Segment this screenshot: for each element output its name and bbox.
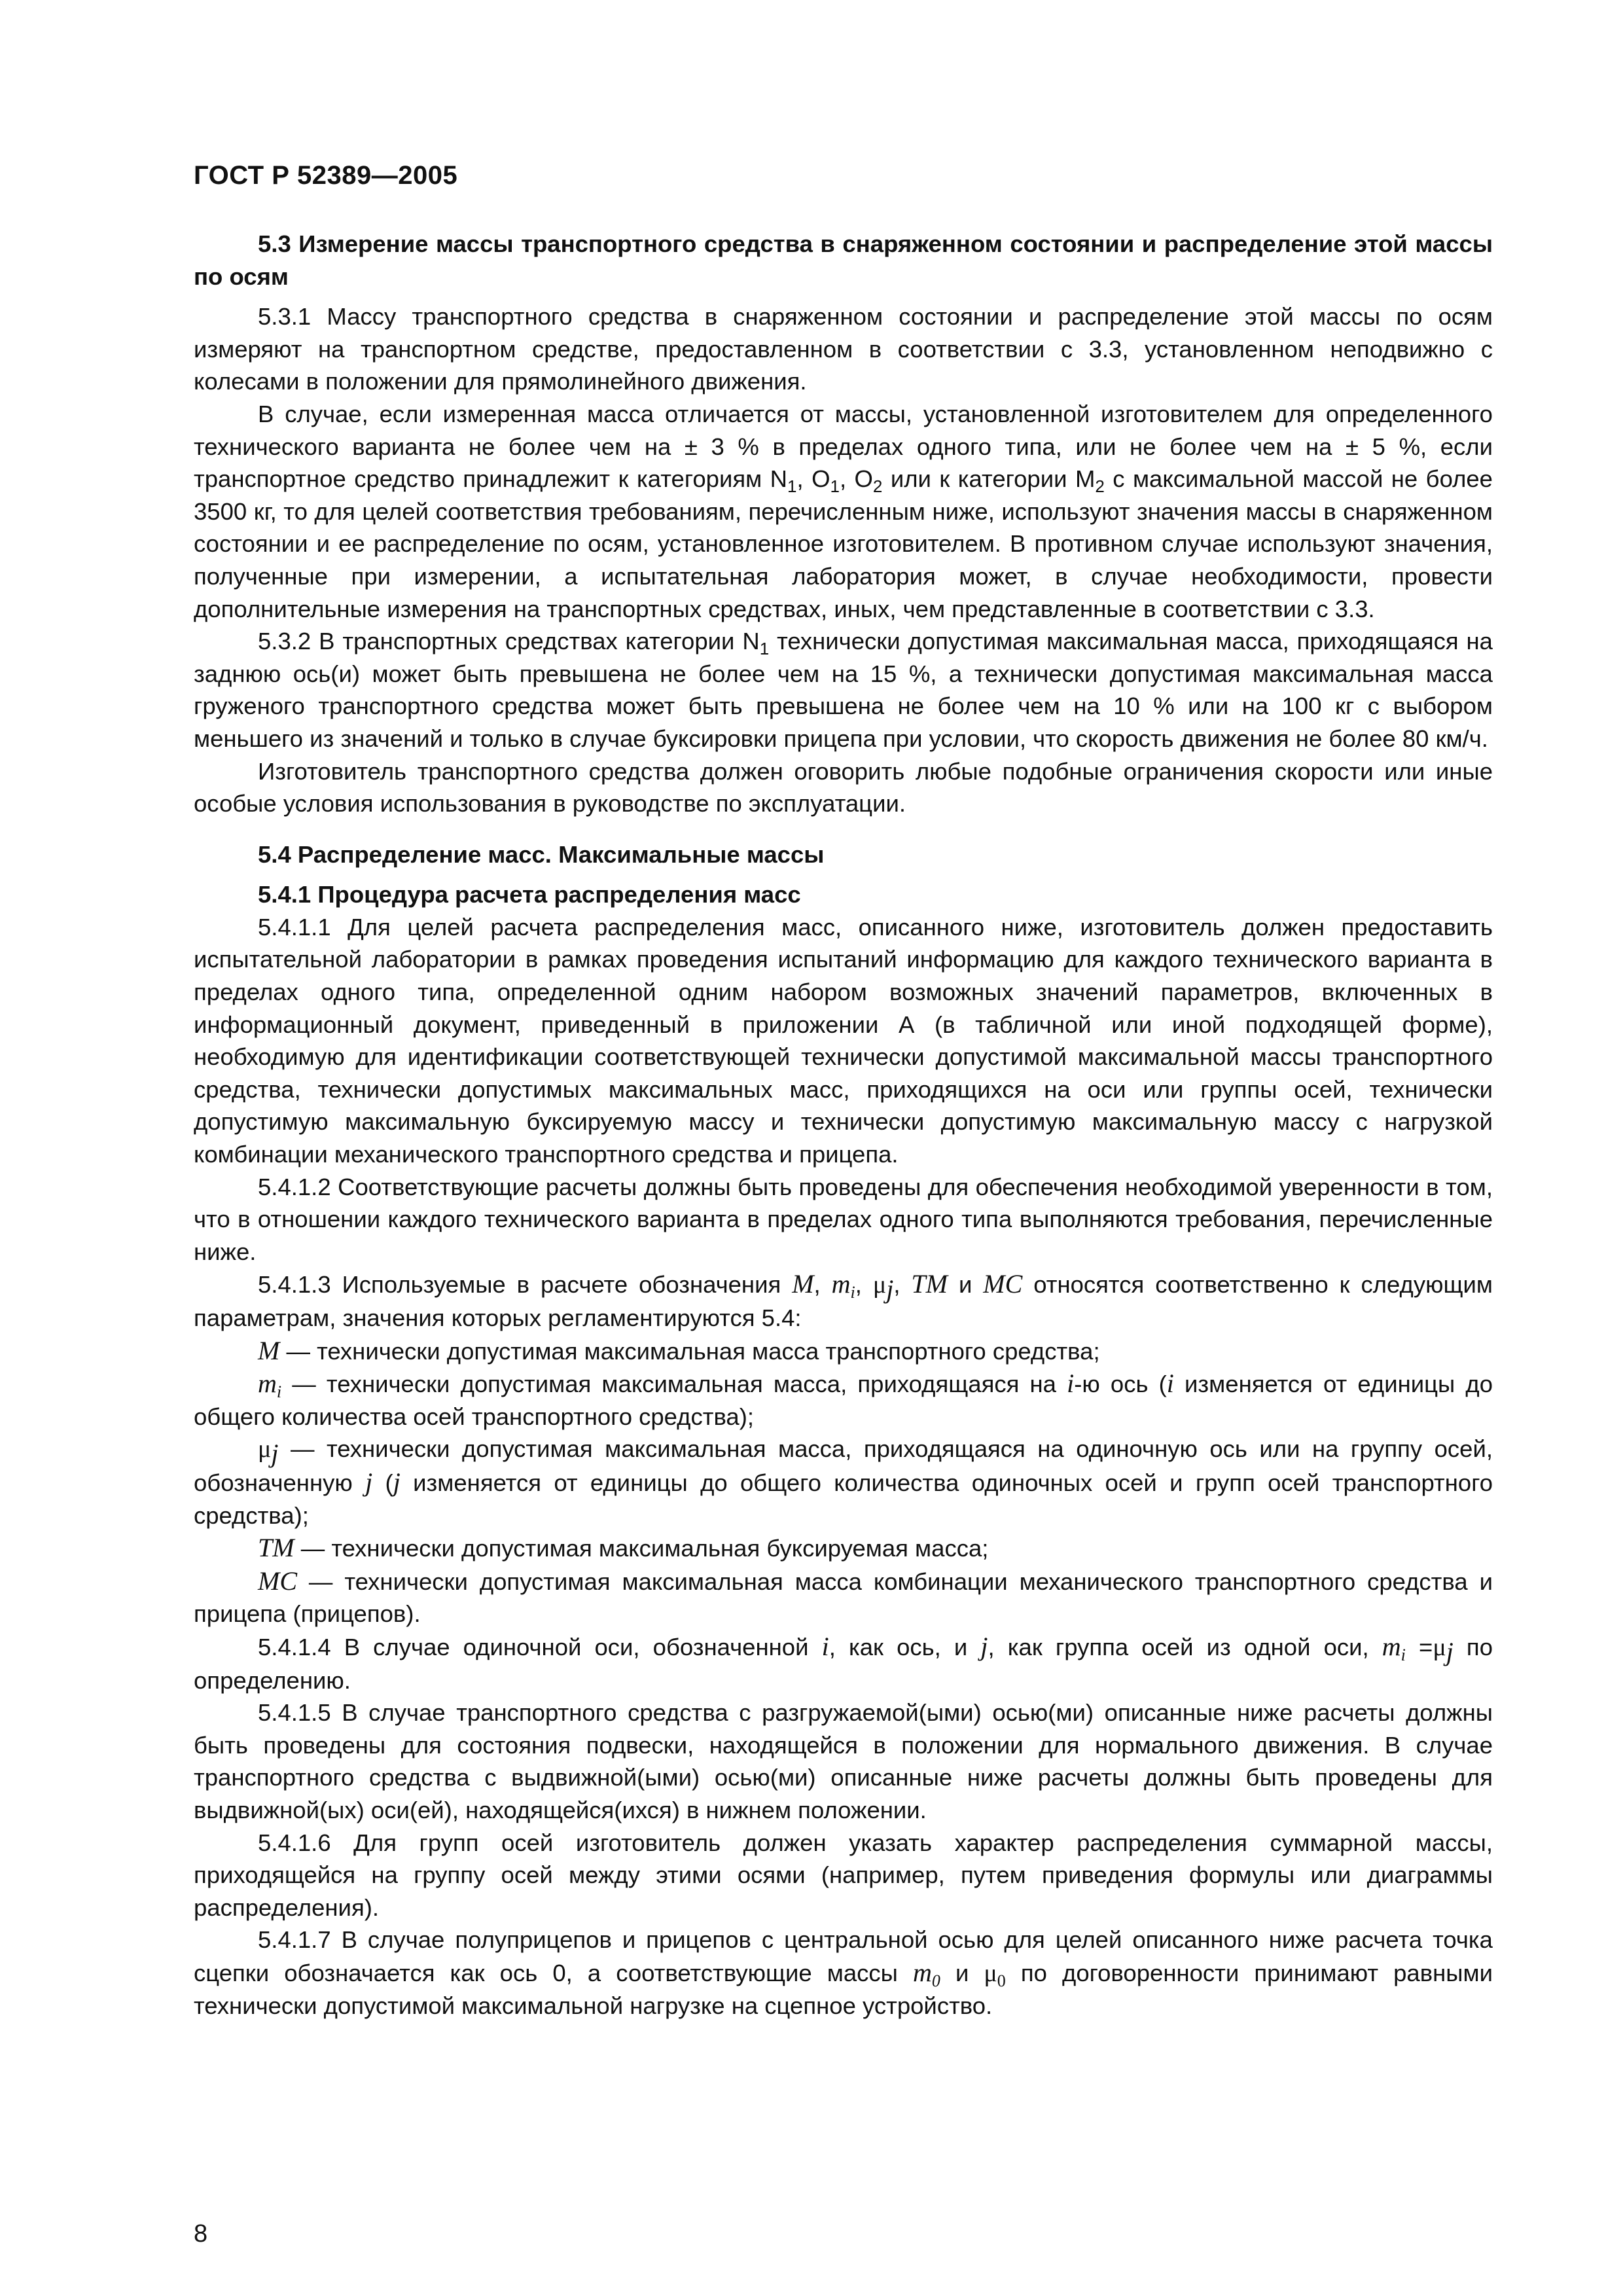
text-run: или к категории	[882, 465, 1075, 493]
section-5-4-title: 5.4 Распределение масс. Максимальные массы	[258, 840, 825, 868]
symbol-TM: TM	[911, 1269, 948, 1299]
separator: ,	[796, 465, 812, 493]
symbol-M: M	[258, 1335, 280, 1365]
subscript: 0	[997, 1971, 1006, 1990]
text-run: изменяется от единицы до общего количества одиночных осей и групп осей транспортного средства);	[194, 1469, 1493, 1529]
symbol-o: O	[854, 465, 873, 493]
symbol-m: m	[258, 1369, 277, 1399]
symbol-j: j	[980, 1631, 988, 1661]
definition-m-i	[194, 1367, 1493, 1433]
subscript: 1	[787, 476, 797, 497]
conjunction: и	[940, 1959, 984, 1986]
category-o1	[812, 465, 840, 497]
category-n1	[770, 465, 797, 497]
subscript: i	[276, 1382, 282, 1402]
text-run: 5.4.1.7 В случае полуприцепов и прицепов с центральной осью для целей описанного ниже расчета точка сцепки обозначается как ось 0, а соответствующие массы	[194, 1926, 1493, 1986]
text-run: по договоренности принимают равными технически допустимой максимальной нагрузке на сцепное устройство.	[194, 1959, 1493, 2020]
section-5-4-1-title: 5.4.1 Процедура расчета распределения масс	[258, 881, 801, 908]
symbol-m: m	[831, 1269, 851, 1299]
definition-TM	[194, 1532, 1493, 1565]
text-run: 5.4.1.4 В случае одиночной оси, обозначенной	[258, 1633, 822, 1660]
text-run: -ю ось (	[1074, 1371, 1167, 1398]
text-run: с максимальной массой не более 3500 кг, то для целей соответствия требованиям, перечисленным ниже, используют значения массы в снаряженном состоянии и ее распределение по осям, установленное изготовителем. В противном случае используют значения, полученные при измерении, а испытательная лаборатория может, в случае необходимости, провести дополнительные измерения на транспортных средствах, иных, чем представленные в соответствии с 3.3.	[194, 465, 1493, 622]
subscript: i	[1400, 1645, 1406, 1664]
category-o2	[854, 465, 883, 497]
symbol-n: N	[742, 628, 760, 655]
section-5-3-title: 5.3 Измерение массы транспортного средства в снаряженном состоянии и распределение этой массы по осям	[194, 230, 1493, 290]
separator: ,	[855, 1271, 873, 1299]
symbol-j: j	[365, 1467, 373, 1497]
symbol-m: m	[1382, 1631, 1401, 1661]
text-run: — технически допустимая максимальная масса транспортного средства;	[279, 1337, 1100, 1365]
text-run: технически допустимая максимальная масса, приходящаяся на заднюю ось(и) может быть превышена не более чем на 15 %, а технически допустимая максимальная масса груженого транспортного средства может быть превышена не более чем на 10 % или на 100 кг с выбором меньшего из значений и только в случае буксировки прицепа при условии, что скорость движения не более 80 км/ч.	[194, 628, 1493, 752]
text-run: 5.3.2 В транспортных средствах категории	[258, 628, 743, 655]
separator: ,	[839, 465, 855, 493]
symbol-mu: μ	[984, 1959, 997, 1987]
separator: ,	[893, 1271, 912, 1299]
symbol-mu: μ	[872, 1271, 887, 1299]
text-run: — технически допустимая максимальная масса, приходящаяся на	[281, 1371, 1067, 1398]
paragraph-5-4-1-6: 5.4.1.6 Для групп осей изготовитель должен указать характер распределения суммарной массы, приходящейся на группу осей между этими осями (например, путем приведения формулы или диаграммы распределения).	[194, 1829, 1493, 1921]
subscript: 0	[931, 1971, 940, 1990]
symbol-mu: μ	[258, 1435, 272, 1463]
symbol-i: i	[1166, 1369, 1174, 1399]
symbol-m-i	[831, 1269, 855, 1302]
symbol-TM: TM	[258, 1533, 294, 1563]
symbol-j: j	[393, 1467, 401, 1497]
paragraph-5-4-1-3	[194, 1268, 1493, 1334]
definition-mu-j	[194, 1433, 1493, 1532]
symbol-m: m	[912, 1957, 932, 1987]
category-n1	[742, 628, 770, 659]
symbol-m-i	[1382, 1631, 1406, 1664]
subscript: j	[886, 1274, 894, 1304]
paragraph-5-3-1: 5.3.1 Массу транспортного средства в снаряженном состоянии и распределение этой массы по осям измеряют на транспортном средстве, предоставленном в соответствии с 3.3, установленном неподвижно с колесами в положении для прямолинейного движения.	[194, 303, 1493, 395]
text-run: относятся соответственно к следующим параметрам, значения которых регламентируются 5.4:	[194, 1271, 1493, 1331]
text-run: — технически допустимая максимальная буксируемая масса;	[294, 1535, 989, 1562]
paragraph-5-3-2	[194, 625, 1493, 755]
symbol-i: i	[821, 1631, 829, 1661]
definition-MC	[194, 1565, 1493, 1630]
symbol-MC: MC	[983, 1269, 1023, 1299]
symbol-o: O	[812, 465, 830, 493]
category-m2	[1075, 465, 1105, 497]
text-run: по определению.	[194, 1633, 1493, 1694]
definition-M	[194, 1335, 1493, 1368]
text-run: (	[372, 1469, 393, 1496]
subscript: 1	[759, 639, 770, 659]
symbol-m-0	[912, 1957, 940, 1990]
text-run: , как группа осей из одной оси,	[988, 1633, 1382, 1660]
document-header: ГОСТ Р 52389—2005	[194, 161, 458, 190]
paragraph-5-4-1-5: 5.4.1.5 В случае транспортного средства с разгружаемой(ыми) осью(ми) описанные ниже расчеты должны быть проведены для состояния подвески, находящейся в положении для нормального движения. В случае транспортного средства с выдвижной(ыми) осью(ми) описанные ниже расчеты должны быть проведены для выдвижной(ых) оси(ей), находящейся(ихся) в нижнем положении.	[194, 1699, 1493, 1823]
conjunction: и	[948, 1271, 984, 1299]
document-body	[194, 228, 1493, 2022]
symbol-i: i	[1067, 1369, 1075, 1399]
symbol-mu-j	[872, 1271, 894, 1304]
text-run: 5.4.1.3 Используемые в расчете обозначения	[258, 1271, 793, 1299]
page-number: 8	[194, 2220, 208, 2248]
paragraph-5-4-1-1: 5.4.1.1 Для целей расчета распределения масс, описанного ниже, изготовитель должен предоставить испытательной лаборатории в рамках проведения испытаний информацию для каждого технического варианта в пределах одного типа, определенной одним набором возможных значений параметров, включенных в информационный документ, приведенный в приложении А (в табличной или иной подходящей форме), необходимую для идентификации соответствующей технически допустимой максимальной массы транспортного средства, технически допустимых максимальных масс, приходящихся на оси или группы осей, технически допустимую максимальную буксируемую массу и технически допустимую максимальную массу с нагрузкой комбинации механического транспортного средства и прицепа.	[194, 913, 1493, 1168]
symbol-mu: μ	[1433, 1633, 1446, 1661]
subscript: 2	[1095, 476, 1105, 497]
symbol-mu-j	[258, 1435, 279, 1469]
text-run: В случае, если измеренная масса отличается от массы, установленной изготовителем для определенного технического варианта не более чем на ± 3 % в пределах одного типа, или не более чем на ± 5 %, если транспортное средство принадлежит к категориям	[194, 400, 1493, 493]
paragraph-5-4-1-4	[194, 1630, 1493, 1696]
subscript: 2	[872, 476, 883, 497]
paragraph-5-3-2-b: Изготовитель транспортного средства должен оговорить любые подобные ограничения скорости или иные особые условия использования в руководстве по эксплуатации.	[194, 757, 1493, 817]
symbol-mu-j	[1433, 1633, 1454, 1666]
text-run: изменяется от единицы до общего количества осей транспортного средства);	[194, 1371, 1493, 1430]
text-run: , как ось, и	[829, 1633, 981, 1660]
text-run: — технически допустимая максимальная масса комбинации механического транспортного средства и прицепа (прицепов).	[194, 1568, 1493, 1628]
paragraph-5-4-1-2: 5.4.1.2 Соответствующие расчеты должны быть проведены для обеспечения необходимой уверенности в том, что в отношении каждого технического варианта в пределах одного типа выполняются требования, перечисленные ниже.	[194, 1173, 1493, 1265]
symbol-m-i	[258, 1369, 282, 1402]
symbol-n: N	[770, 465, 788, 493]
symbol-M: M	[792, 1269, 814, 1299]
subscript: j	[271, 1439, 279, 1469]
text-run: — технически допустимая максимальная масса, приходящаяся на одиночную ось или на группу осей, обозначенную	[194, 1435, 1493, 1496]
symbol-MC: MC	[258, 1566, 297, 1596]
separator: ,	[813, 1271, 832, 1299]
paragraph-5-4-1-7	[194, 1924, 1493, 2022]
subscript: j	[1446, 1636, 1454, 1666]
paragraph-5-3-1-b	[194, 398, 1493, 625]
equals-sign: =	[1405, 1633, 1433, 1660]
symbol-mu-0	[984, 1959, 1006, 1990]
subscript: i	[850, 1283, 855, 1302]
symbol-m: M	[1075, 465, 1096, 493]
subscript: 1	[830, 476, 840, 497]
